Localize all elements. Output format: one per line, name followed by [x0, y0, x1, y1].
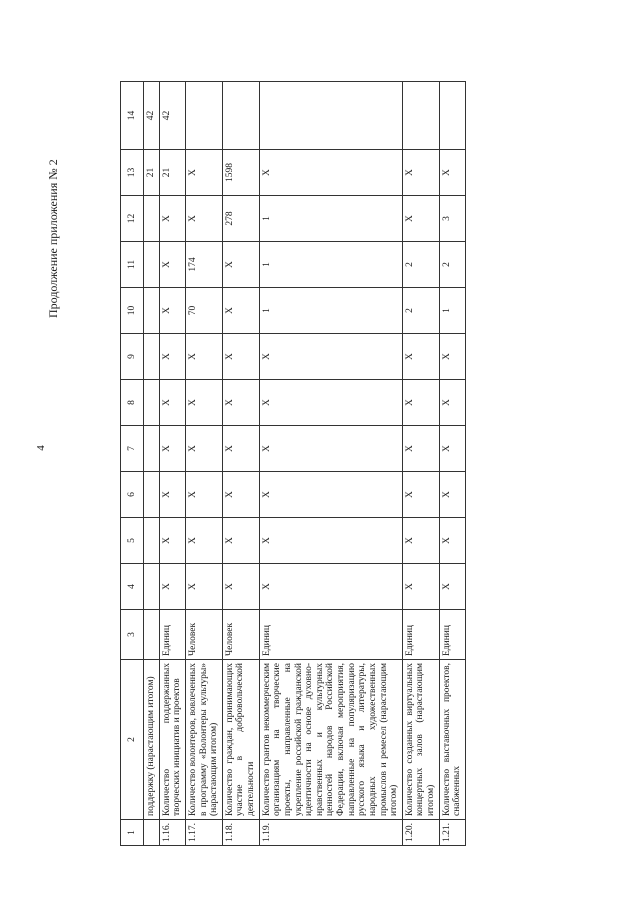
table-row: [144, 82, 160, 846]
unit-cell: Единиц: [439, 610, 465, 660]
header-cell: 11: [121, 242, 144, 288]
value-cell: [144, 380, 160, 426]
value-cell: X: [222, 380, 259, 426]
value-cell: 2: [439, 242, 465, 288]
value-cell: X: [402, 472, 439, 518]
indicator-name-cell: Количество выставочных проектов, снабженных: [439, 660, 465, 820]
value-cell: X: [402, 334, 439, 380]
row-number-cell: 1.19.: [259, 820, 402, 846]
value-cell: 21: [159, 150, 185, 196]
value-cell: X: [439, 426, 465, 472]
value-cell: X: [402, 150, 439, 196]
value-cell: X: [259, 472, 402, 518]
table-header-row: [121, 82, 144, 846]
header-cell: 14: [121, 82, 144, 150]
value-cell: X: [222, 518, 259, 564]
header-cell: 12: [121, 196, 144, 242]
indicator-name-cell: Количество грантов некоммерческим организациям на творческие проекты, направленные на укрепление российской гражданской идентичности на основе духовно-нравственных и культурных ценностей народов Российской Федерации, включая мероприятия, направленные на популяризацию русского языка и литературы, народных художественных промыслов и ремесел (нарастающим итогом): [259, 660, 402, 820]
value-cell: X: [259, 518, 402, 564]
value-cell: X: [439, 380, 465, 426]
row-number-cell: 1.20.: [402, 820, 439, 846]
value-cell: X: [222, 426, 259, 472]
header-cell: 1: [121, 820, 144, 846]
indicator-name-cell: поддержку (нарастающим итогом): [144, 660, 160, 820]
value-cell: X: [402, 426, 439, 472]
row-number-cell: 1.18.: [222, 820, 259, 846]
row-number-cell: 1.21.: [439, 820, 465, 846]
appendix-title-wrap: [46, 159, 60, 319]
value-cell: X: [222, 334, 259, 380]
indicators-table: [120, 81, 466, 846]
value-cell: [439, 82, 465, 150]
value-cell: [144, 334, 160, 380]
value-cell: 1: [259, 196, 402, 242]
value-cell: 1: [259, 242, 402, 288]
table-row: [185, 82, 222, 846]
value-cell: X: [439, 518, 465, 564]
value-cell: 42: [159, 82, 185, 150]
table-row: [439, 82, 465, 846]
rotated-table-container: [120, 86, 552, 846]
value-cell: X: [222, 564, 259, 610]
value-cell: X: [159, 426, 185, 472]
value-cell: 1: [259, 288, 402, 334]
value-cell: [144, 288, 160, 334]
value-cell: [259, 82, 402, 150]
row-number-cell: [144, 820, 160, 846]
value-cell: [144, 242, 160, 288]
table-row: [159, 82, 185, 846]
value-cell: X: [402, 196, 439, 242]
header-cell: 10: [121, 288, 144, 334]
header-cell: 5: [121, 518, 144, 564]
header-cell: 6: [121, 472, 144, 518]
value-cell: 21: [144, 150, 160, 196]
indicator-name-cell: Количество граждан, принимающих участие в добровольческой деятельности: [222, 660, 259, 820]
header-cell: 7: [121, 426, 144, 472]
table-row: [259, 82, 402, 846]
value-cell: X: [159, 334, 185, 380]
header-cell: 4: [121, 564, 144, 610]
unit-cell: Единиц: [259, 610, 402, 660]
value-cell: X: [185, 150, 222, 196]
value-cell: X: [439, 334, 465, 380]
value-cell: X: [185, 472, 222, 518]
unit-cell: Единиц: [402, 610, 439, 660]
value-cell: X: [159, 288, 185, 334]
value-cell: [144, 564, 160, 610]
value-cell: 278: [222, 196, 259, 242]
value-cell: X: [439, 150, 465, 196]
value-cell: 2: [402, 288, 439, 334]
value-cell: [144, 196, 160, 242]
table-body: [144, 82, 466, 846]
value-cell: [144, 518, 160, 564]
value-cell: 1: [439, 288, 465, 334]
value-cell: 3: [439, 196, 465, 242]
value-cell: X: [402, 518, 439, 564]
value-cell: X: [222, 242, 259, 288]
indicator-name-cell: Количество волонтеров, вовлеченных в программу «Волонтеры культуры» (нарастающим итогом): [185, 660, 222, 820]
value-cell: X: [439, 564, 465, 610]
value-cell: X: [402, 564, 439, 610]
value-cell: [144, 426, 160, 472]
value-cell: X: [439, 472, 465, 518]
page-number: 4: [34, 445, 47, 451]
value-cell: 174: [185, 242, 222, 288]
value-cell: X: [259, 380, 402, 426]
value-cell: X: [259, 334, 402, 380]
unit-cell: Человек: [185, 610, 222, 660]
value-cell: X: [185, 564, 222, 610]
header-cell: 8: [121, 380, 144, 426]
value-cell: X: [159, 196, 185, 242]
unit-cell: [144, 610, 160, 660]
value-cell: 2: [402, 242, 439, 288]
appendix-title: Продолжение приложения № 2: [46, 159, 60, 318]
indicator-name-cell: Количество поддержанных творческих инициатив и проектов: [159, 660, 185, 820]
value-cell: X: [222, 472, 259, 518]
value-cell: X: [159, 472, 185, 518]
value-cell: 42: [144, 82, 160, 150]
value-cell: 1598: [222, 150, 259, 196]
value-cell: X: [185, 196, 222, 242]
value-cell: [144, 472, 160, 518]
value-cell: X: [159, 518, 185, 564]
value-cell: X: [222, 288, 259, 334]
row-number-cell: 1.16.: [159, 820, 185, 846]
value-cell: X: [185, 518, 222, 564]
unit-cell: Единиц: [159, 610, 185, 660]
value-cell: [402, 82, 439, 150]
value-cell: [185, 82, 222, 150]
header-cell: 13: [121, 150, 144, 196]
value-cell: X: [159, 242, 185, 288]
value-cell: X: [159, 564, 185, 610]
value-cell: [222, 82, 259, 150]
unit-cell: Человек: [222, 610, 259, 660]
header-cell: 9: [121, 334, 144, 380]
value-cell: X: [259, 564, 402, 610]
row-number-cell: 1.17.: [185, 820, 222, 846]
value-cell: X: [185, 426, 222, 472]
value-cell: X: [185, 334, 222, 380]
header-cell: 2: [121, 660, 144, 820]
table-row: [222, 82, 259, 846]
value-cell: X: [259, 426, 402, 472]
header-cell: 3: [121, 610, 144, 660]
value-cell: 70: [185, 288, 222, 334]
value-cell: X: [402, 380, 439, 426]
value-cell: X: [185, 380, 222, 426]
value-cell: X: [159, 380, 185, 426]
table-row: [402, 82, 439, 846]
value-cell: X: [259, 150, 402, 196]
indicator-name-cell: Количество созданных виртуальных концертных залов (нарастающим итогом): [402, 660, 439, 820]
